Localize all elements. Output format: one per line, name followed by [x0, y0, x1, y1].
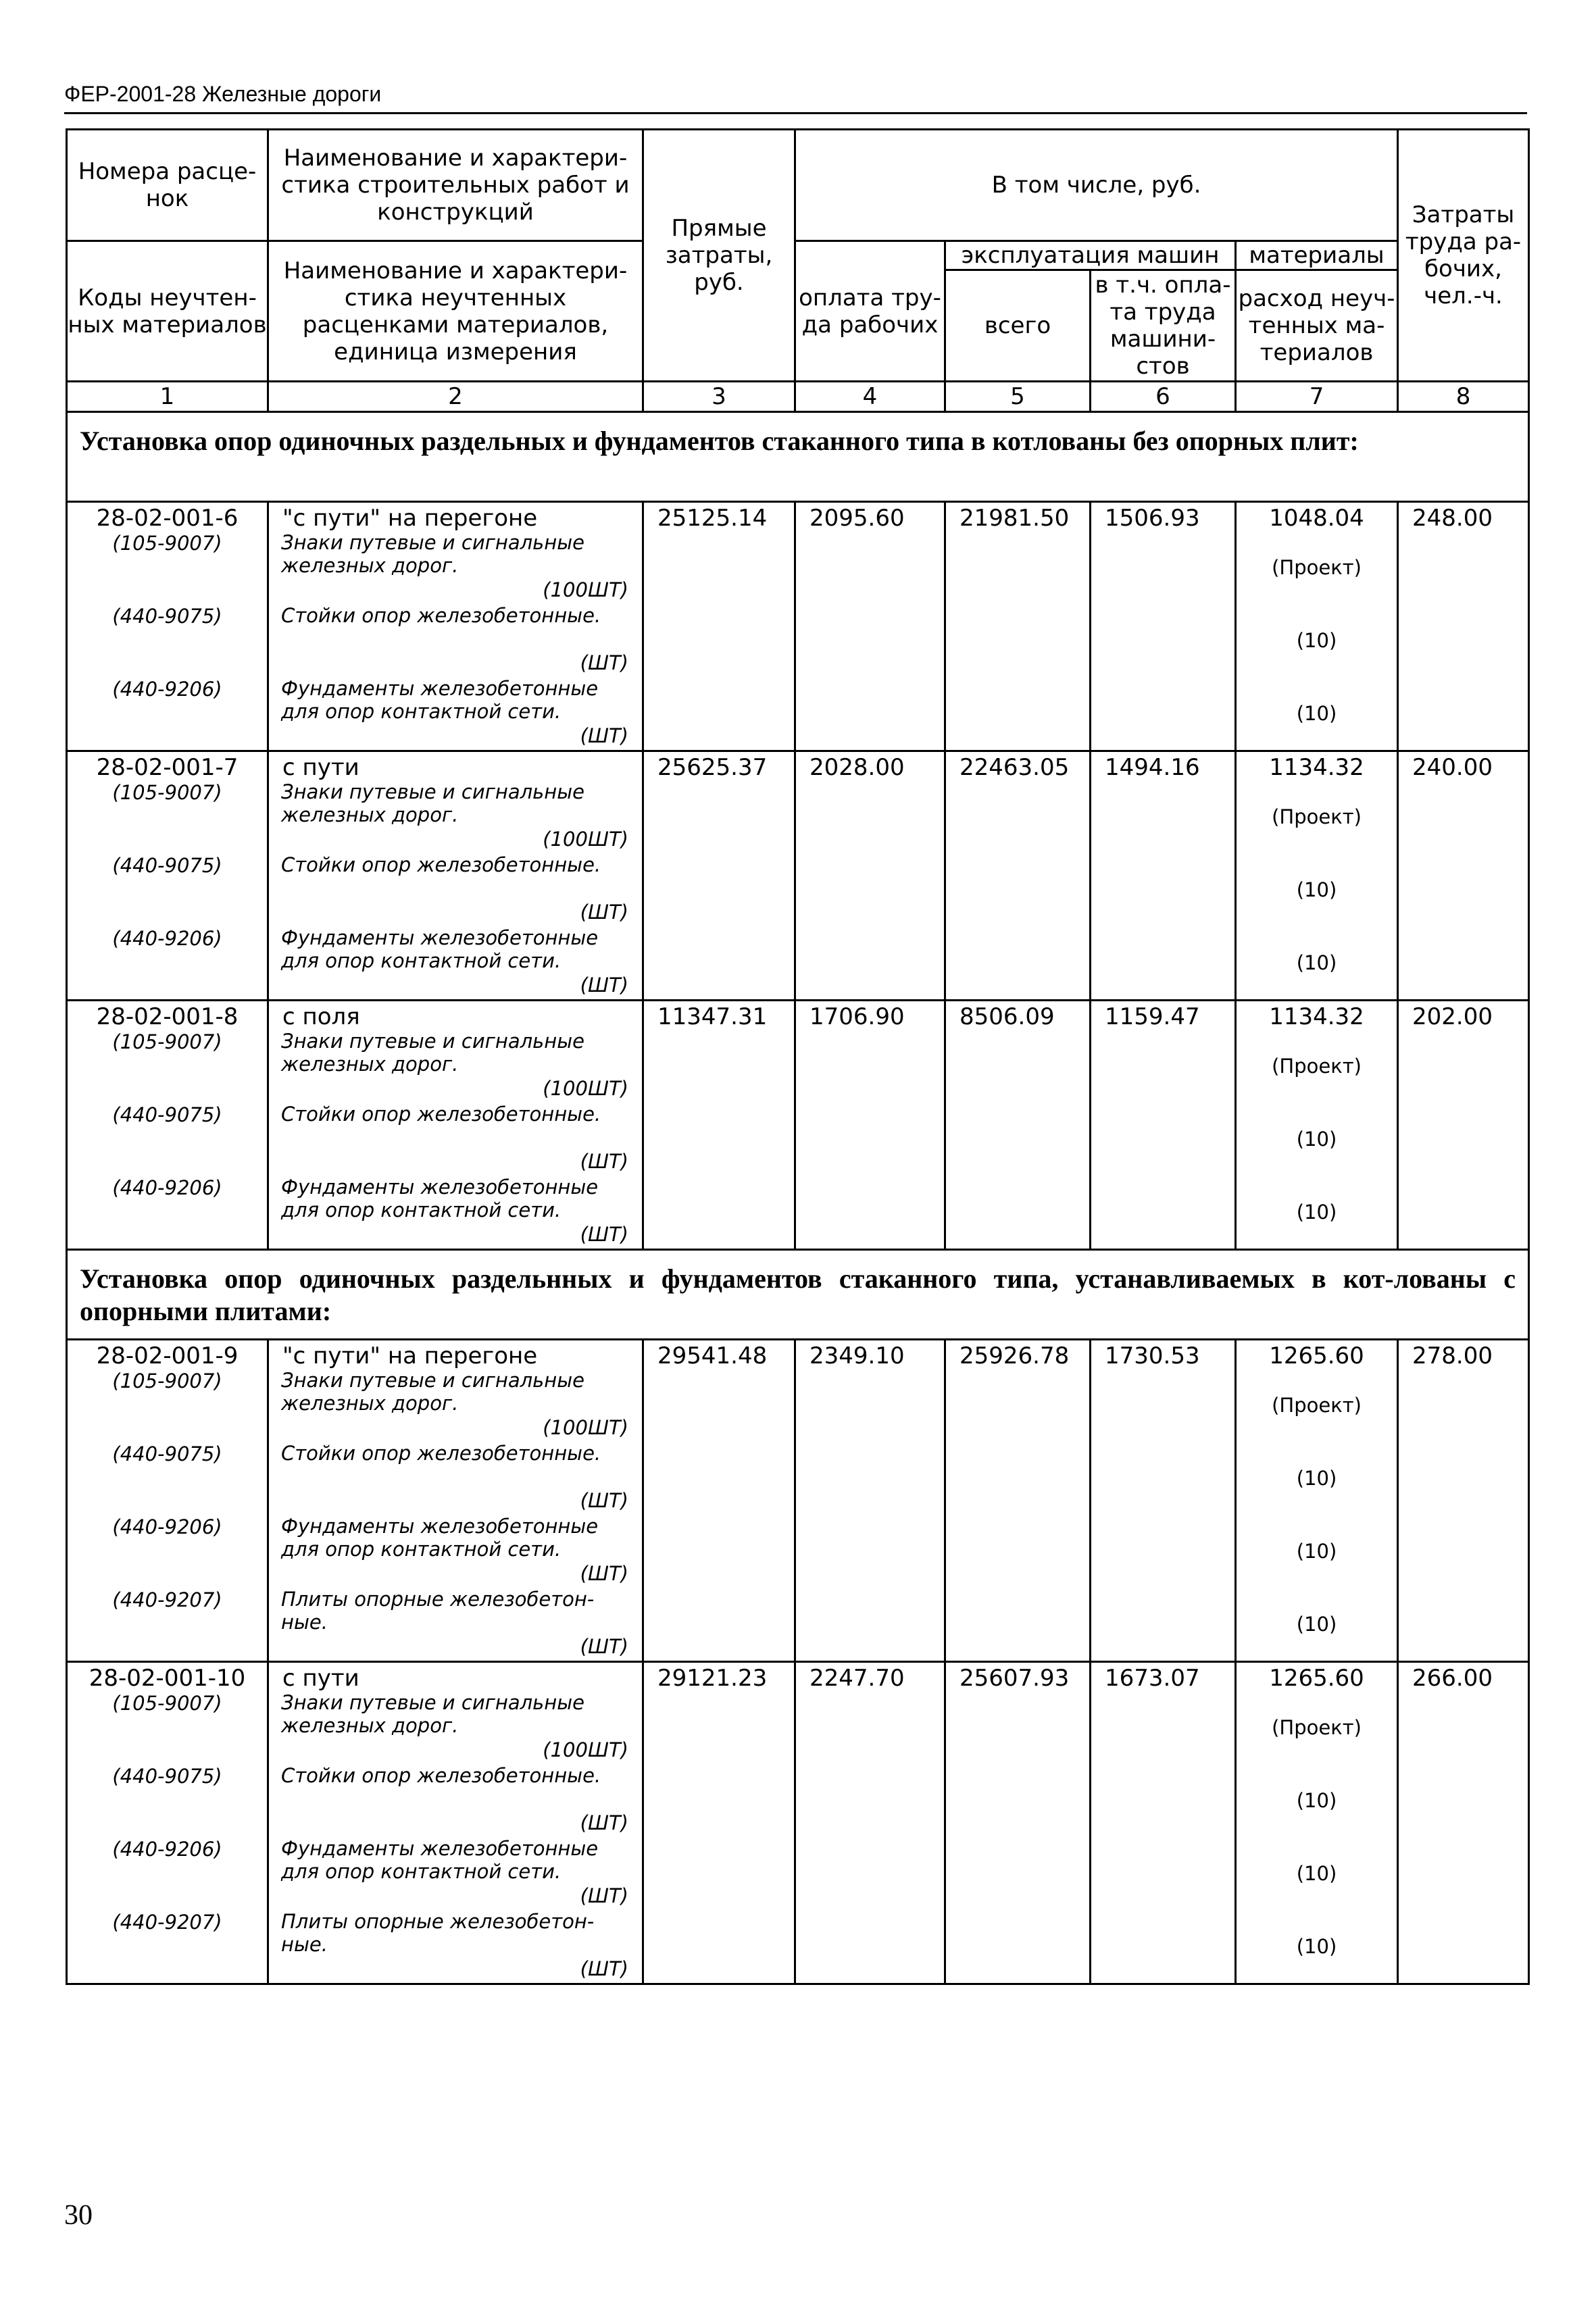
material-code-block	[68, 604, 267, 677]
column-number: 1	[67, 382, 268, 412]
material-code-block	[68, 1837, 267, 1910]
material-name-block	[269, 677, 642, 750]
header-machines: эксплуатация машин	[945, 241, 1236, 270]
header-rate-numbers: Номера расце-нок	[67, 130, 268, 241]
page-number: 30	[64, 2200, 93, 2231]
material-name: Знаки путевые и сигнальные железных дорог.	[281, 1691, 584, 1737]
material-unit: (ШТ)	[580, 1489, 628, 1512]
material-name: Фундаменты железобетонные для опор контактной сети.	[281, 1515, 599, 1561]
material-qty-block	[1237, 1515, 1397, 1588]
rate-name: с пути	[282, 754, 359, 781]
material-qty-block	[1237, 780, 1397, 853]
materials-cell	[1236, 502, 1398, 751]
material-name-block	[269, 1103, 642, 1176]
machines-total: 25926.78	[945, 1340, 1091, 1662]
material-unit: (100ШТ)	[543, 1738, 628, 1761]
labor-hours: 266.00	[1398, 1662, 1529, 1984]
material-unit: (ШТ)	[580, 901, 628, 924]
material-qty: (10)	[1296, 629, 1337, 652]
rate-code: 28-02-001-9	[96, 1342, 239, 1369]
material-qty: (Проект)	[1272, 556, 1362, 579]
material-qty: (10)	[1296, 1935, 1337, 1958]
materials-cost: 1265.60	[1269, 1665, 1364, 1692]
column-number: 4	[795, 382, 945, 412]
material-name-block	[269, 1030, 642, 1103]
direct-costs: 25125.14	[643, 502, 795, 751]
column-number: 8	[1398, 382, 1529, 412]
materials-cost: 1265.60	[1269, 1342, 1364, 1369]
material-name: Стойки опор железобетонные.	[281, 1764, 601, 1787]
materials-cost: 1134.32	[1269, 754, 1364, 781]
material-qty-block	[1237, 1369, 1397, 1442]
material-code-block	[68, 1103, 267, 1176]
material-name: Плиты опорные железобетон-ные.	[281, 1588, 595, 1634]
material-code: (440-9075)	[112, 1765, 222, 1788]
column-number: 2	[268, 382, 643, 412]
rate-code: 28-02-001-10	[89, 1665, 246, 1692]
rate-code-cell	[67, 1001, 268, 1250]
materials-cell	[1236, 1001, 1398, 1250]
section-title: Установка опор одиночных раздельнных и фундаментов стаканного типа, устанавливаемых в кот-лованы с опорными плитами:	[67, 1250, 1529, 1340]
material-code: (440-9207)	[112, 1911, 222, 1934]
machines-labor: 1673.07	[1091, 1662, 1236, 1984]
material-unit: (ШТ)	[580, 1635, 628, 1658]
material-code: (440-9075)	[112, 605, 222, 628]
material-qty: (10)	[1296, 1128, 1337, 1151]
material-unit: (ШТ)	[580, 1884, 628, 1907]
machines-labor: 1494.16	[1091, 751, 1236, 1001]
rate-name-cell	[268, 1340, 643, 1662]
material-name-block	[269, 1369, 642, 1442]
labor-hours: 248.00	[1398, 502, 1529, 751]
labor-pay: 2349.10	[795, 1340, 945, 1662]
rate-code: 28-02-001-6	[96, 505, 239, 532]
material-qty-block	[1237, 1691, 1397, 1764]
material-code: (105-9007)	[112, 781, 222, 804]
material-name: Стойки опор железобетонные.	[281, 1103, 601, 1126]
material-qty: (10)	[1296, 1613, 1337, 1636]
material-name-block	[269, 1691, 642, 1764]
machines-total: 25607.93	[945, 1662, 1091, 1984]
material-unit: (100ШТ)	[543, 1416, 628, 1439]
header-work-name: Наименование и характери-стика строительных работ и конструкций	[268, 130, 643, 241]
material-qty-block	[1237, 677, 1397, 750]
header-machines-labor: в т.ч. опла-та труда машини-стов	[1091, 270, 1236, 382]
material-code-block	[68, 1176, 267, 1249]
material-name-block	[269, 780, 642, 853]
rate-name-cell	[268, 751, 643, 1001]
material-name: Стойки опор железобетонные.	[281, 1442, 601, 1465]
material-qty-block	[1237, 1030, 1397, 1103]
material-unit: (ШТ)	[580, 724, 628, 747]
material-name: Фундаменты железобетонные для опор контактной сети.	[281, 1837, 599, 1883]
material-qty: (Проект)	[1272, 805, 1362, 828]
material-unit: (ШТ)	[580, 1223, 628, 1246]
material-code: (440-9206)	[112, 1515, 222, 1538]
material-qty-block	[1237, 1103, 1397, 1176]
material-qty-block	[1237, 1588, 1397, 1661]
rate-code-cell	[67, 1340, 268, 1662]
material-code: (105-9007)	[112, 532, 222, 555]
material-qty: (10)	[1296, 1540, 1337, 1563]
material-code-block	[68, 1691, 267, 1764]
material-name: Плиты опорные железобетон-ные.	[281, 1910, 595, 1956]
machines-total: 21981.50	[945, 502, 1091, 751]
material-code-block	[68, 1030, 267, 1103]
material-code-block	[68, 677, 267, 750]
table-row	[67, 1662, 1529, 1984]
material-code: (440-9206)	[112, 1838, 222, 1861]
materials-cell	[1236, 751, 1398, 1001]
direct-costs: 11347.31	[643, 1001, 795, 1250]
material-qty-block	[1237, 1442, 1397, 1515]
rate-code-cell	[67, 502, 268, 751]
labor-pay: 2028.00	[795, 751, 945, 1001]
column-number: 5	[945, 382, 1091, 412]
material-unit: (100ШТ)	[543, 1077, 628, 1100]
material-qty-block	[1237, 531, 1397, 604]
rate-code: 28-02-001-8	[96, 1003, 239, 1030]
material-name: Фундаменты железобетонные для опор контактной сети.	[281, 926, 599, 972]
material-qty: (Проект)	[1272, 1055, 1362, 1078]
material-name-block	[269, 1588, 642, 1661]
header-materials-unaccounted: расход неуч-тенных ма-териалов	[1236, 270, 1398, 382]
material-name: Стойки опор железобетонные.	[281, 604, 601, 627]
labor-hours: 202.00	[1398, 1001, 1529, 1250]
rate-code-cell	[67, 751, 268, 1001]
material-code: (440-9075)	[112, 1103, 222, 1126]
material-qty: (10)	[1296, 878, 1337, 901]
rate-name-cell	[268, 1001, 643, 1250]
material-code-block	[68, 1764, 267, 1837]
material-name-block	[269, 604, 642, 677]
header-direct-costs: Прямые затраты, руб.	[643, 130, 795, 382]
rate-name: "с пути" на перегоне	[282, 505, 538, 532]
labor-pay: 2095.60	[795, 502, 945, 751]
material-code: (440-9206)	[112, 927, 222, 950]
rate-name: с поля	[282, 1003, 360, 1030]
material-qty-block	[1237, 604, 1397, 677]
material-code-block	[68, 531, 267, 604]
material-qty: (Проект)	[1272, 1716, 1362, 1739]
material-unit: (ШТ)	[580, 974, 628, 997]
material-code-block	[68, 1369, 267, 1442]
material-code: (440-9075)	[112, 854, 222, 877]
material-qty-block	[1237, 1910, 1397, 1983]
material-name-block	[269, 1764, 642, 1837]
material-code-block	[68, 1442, 267, 1515]
labor-pay: 1706.90	[795, 1001, 945, 1250]
rate-name-cell	[268, 502, 643, 751]
header-labor-costs: Затраты труда ра-бочих, чел.-ч.	[1398, 130, 1529, 382]
material-code: (105-9007)	[112, 1692, 222, 1715]
material-code: (440-9075)	[112, 1442, 222, 1465]
page-header: ФЕР-2001-28 Железные дороги	[64, 80, 1527, 114]
material-name-block	[269, 531, 642, 604]
material-qty: (10)	[1296, 1789, 1337, 1812]
material-name: Фундаменты железобетонные для опор контактной сети.	[281, 677, 599, 723]
header-material-codes: Коды неучтен-ных материалов	[67, 241, 268, 382]
header-labor-pay: оплата тру-да рабочих	[795, 241, 945, 382]
direct-costs: 25625.37	[643, 751, 795, 1001]
header-including: В том числе, руб.	[795, 130, 1398, 241]
materials-cell	[1236, 1662, 1398, 1984]
materials-cost: 1134.32	[1269, 1003, 1364, 1030]
material-qty: (10)	[1296, 1467, 1337, 1490]
material-qty-block	[1237, 1176, 1397, 1249]
material-unit: (ШТ)	[580, 1811, 628, 1834]
material-name-block	[269, 1176, 642, 1249]
machines-total: 8506.09	[945, 1001, 1091, 1250]
machines-total: 22463.05	[945, 751, 1091, 1001]
material-name-block	[269, 853, 642, 926]
material-name: Стойки опор железобетонные.	[281, 853, 601, 876]
header-materials: материалы	[1236, 241, 1398, 270]
material-qty-block	[1237, 853, 1397, 926]
material-qty-block	[1237, 1837, 1397, 1910]
material-unit: (ШТ)	[580, 1150, 628, 1173]
material-name: Знаки путевые и сигнальные железных дорог.	[281, 780, 584, 826]
labor-hours: 240.00	[1398, 751, 1529, 1001]
material-name: Знаки путевые и сигнальные железных дорог.	[281, 1030, 584, 1076]
table-row	[67, 751, 1529, 1001]
material-code-block	[68, 780, 267, 853]
labor-hours: 278.00	[1398, 1340, 1529, 1662]
header-machines-total: всего	[945, 270, 1091, 382]
section-title: Установка опор одиночных раздельных и фундаментов стаканного типа в котлованы без опорных плит:	[67, 412, 1529, 502]
material-code: (105-9007)	[112, 1369, 222, 1392]
material-qty: (10)	[1296, 702, 1337, 725]
table-row	[67, 502, 1529, 751]
material-unit: (ШТ)	[580, 651, 628, 674]
labor-pay: 2247.70	[795, 1662, 945, 1984]
material-name: Фундаменты железобетонные для опор контактной сети.	[281, 1176, 599, 1222]
table-row	[67, 1001, 1529, 1250]
material-code: (105-9007)	[112, 1030, 222, 1053]
material-name-block	[269, 1442, 642, 1515]
material-qty: (Проект)	[1272, 1394, 1362, 1417]
material-unit: (100ШТ)	[543, 578, 628, 601]
rate-code: 28-02-001-7	[96, 754, 239, 781]
rate-name: "с пути" на перегоне	[282, 1342, 538, 1369]
material-name: Знаки путевые и сигнальные железных дорог.	[281, 1369, 584, 1415]
material-code: (440-9207)	[112, 1588, 222, 1611]
material-code-block	[68, 1588, 267, 1661]
material-code-block	[68, 1515, 267, 1588]
material-code: (440-9206)	[112, 678, 222, 701]
column-number: 6	[1091, 382, 1236, 412]
direct-costs: 29121.23	[643, 1662, 795, 1984]
material-name-block	[269, 1837, 642, 1910]
machines-labor: 1159.47	[1091, 1001, 1236, 1250]
material-unit: (ШТ)	[580, 1957, 628, 1980]
rate-name-cell	[268, 1662, 643, 1984]
rate-code-cell	[67, 1662, 268, 1984]
material-name-block	[269, 926, 642, 999]
material-name-block	[269, 1910, 642, 1983]
column-number: 7	[1236, 382, 1398, 412]
rate-name: с пути	[282, 1665, 359, 1692]
machines-labor: 1506.93	[1091, 502, 1236, 751]
material-qty-block	[1237, 1764, 1397, 1837]
material-unit: (100ШТ)	[543, 828, 628, 851]
material-name: Знаки путевые и сигнальные железных дорог.	[281, 531, 584, 577]
material-qty: (10)	[1296, 1862, 1337, 1885]
material-code: (440-9206)	[112, 1176, 222, 1199]
machines-labor: 1730.53	[1091, 1340, 1236, 1662]
material-code-block	[68, 853, 267, 926]
materials-cell	[1236, 1340, 1398, 1662]
direct-costs: 29541.48	[643, 1340, 795, 1662]
material-qty-block	[1237, 926, 1397, 999]
material-qty: (10)	[1296, 1201, 1337, 1224]
material-name-block	[269, 1515, 642, 1588]
material-qty: (10)	[1296, 951, 1337, 974]
column-number: 3	[643, 382, 795, 412]
table-row	[67, 1340, 1529, 1662]
material-code-block	[68, 926, 267, 999]
header-material-names: Наименование и характери-стика неучтенных расценками материалов, единица измерения	[268, 241, 643, 382]
materials-cost: 1048.04	[1269, 505, 1364, 532]
material-unit: (ШТ)	[580, 1562, 628, 1585]
material-code-block	[68, 1910, 267, 1983]
rates-table	[66, 128, 1530, 1985]
